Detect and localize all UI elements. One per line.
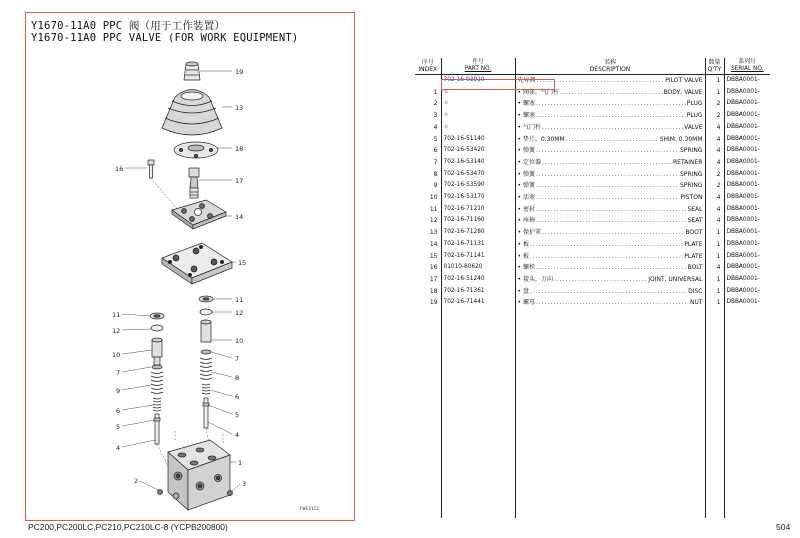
table-row xyxy=(415,122,770,134)
cell-serial: DBBA0001- xyxy=(726,217,760,224)
description-en: JOINT, UNIVERSAL xyxy=(648,275,703,283)
part-boot-13 xyxy=(162,90,222,136)
description-en: SPRING xyxy=(679,182,703,190)
description-cn: • 螺塞 xyxy=(517,112,535,120)
table-row xyxy=(415,262,770,274)
cell-description xyxy=(515,180,705,192)
cell-serial: DBBA0001- xyxy=(726,170,760,177)
cell-index: 7 xyxy=(415,157,441,169)
callout-13: 13 xyxy=(235,104,244,112)
cell-index: 16 xyxy=(415,262,441,274)
cell-index: 13 xyxy=(415,227,441,239)
cell-qty: 4 xyxy=(705,215,724,227)
description-en: PISTON xyxy=(680,194,703,202)
cell-part-no: 702-16-03910 xyxy=(441,75,515,87)
callout-10-right: 10 xyxy=(235,337,244,345)
part-plate-14 xyxy=(172,200,226,229)
leader-dots xyxy=(536,98,686,110)
description-cn: • 盘 xyxy=(517,287,529,295)
callout-10-left: 10 xyxy=(112,351,121,359)
cell-part-no: 702-16-71210 xyxy=(441,204,515,216)
cell-description xyxy=(515,75,705,87)
callout-17: 17 xyxy=(235,177,244,185)
cell-serial: DBBA0001- xyxy=(726,205,760,212)
parts-list-table xyxy=(415,58,770,518)
callout-12-left: 12 xyxy=(112,327,121,335)
description-cn: • 弹簧 xyxy=(517,170,535,178)
header-serial: 系列号 SERIAL NO. xyxy=(724,58,770,75)
cell-index: 14 xyxy=(415,239,441,251)
cell-index: 4 xyxy=(415,122,441,134)
callout-18: 18 xyxy=(235,145,244,153)
cell-serial: DBBA0001- xyxy=(726,182,760,189)
header-qty: 数量 Q'TY xyxy=(705,58,724,75)
leader-dots xyxy=(542,157,672,169)
description-cn: • 螺塞 xyxy=(517,100,535,108)
cell-serial: DBBA0001- xyxy=(726,147,760,154)
cell-description xyxy=(515,262,705,274)
description-cn: • 垫片，0.30MM xyxy=(517,135,565,143)
description-en: PLUG xyxy=(686,112,703,120)
description-cn: • 螺母 xyxy=(517,299,535,307)
header-description: 名称 DESCRIPTION xyxy=(515,58,705,75)
cell-part-no: 702-16-71361 xyxy=(441,286,515,298)
description-en: BOLT xyxy=(687,264,703,272)
cell-index: 18 xyxy=(415,286,441,298)
description-en: BODY, VALVE xyxy=(663,88,703,96)
cell-part-no: ☆ xyxy=(441,87,515,99)
leader-dots xyxy=(536,297,689,309)
callout-6-left: 6 xyxy=(116,407,121,415)
description-en: SEAL xyxy=(687,205,703,213)
cell-description xyxy=(515,122,705,134)
table-row xyxy=(415,239,770,251)
cell-part-no: 702-16-53140 xyxy=(441,157,515,169)
cell-part-no: 702-16-71160 xyxy=(441,215,515,227)
callout-14: 14 xyxy=(235,213,244,221)
cell-index: 2 xyxy=(415,98,441,110)
cell-description xyxy=(515,87,705,99)
cell-serial: DBBA0001- xyxy=(726,158,760,165)
cell-description xyxy=(515,192,705,204)
leader-dots xyxy=(536,180,679,192)
table-row xyxy=(415,180,770,192)
table-row xyxy=(415,297,770,309)
description-en: BOOT xyxy=(685,229,703,237)
cell-qty: 1 xyxy=(705,286,724,298)
table-row xyxy=(415,215,770,227)
description-cn: • 螺栓 xyxy=(517,264,535,272)
cell-serial: DBBA0001- xyxy=(726,77,760,83)
description-en: VALVE xyxy=(684,123,703,131)
description-cn: • 定位器 xyxy=(517,158,541,166)
table-row xyxy=(415,251,770,263)
cell-serial: DBBA0001- xyxy=(726,112,760,119)
cell-serial: DBBA0001- xyxy=(726,88,760,95)
cell-index: 5 xyxy=(415,134,441,146)
description-cn: • 弹簧 xyxy=(517,182,535,190)
cell-qty: 1 xyxy=(705,297,724,309)
page-title xyxy=(31,20,298,44)
cell-description xyxy=(515,227,705,239)
cell-qty: 1 xyxy=(705,227,724,239)
cell-index: 1 xyxy=(415,87,441,99)
cell-qty: 1 xyxy=(705,251,724,263)
cell-description xyxy=(515,157,705,169)
leader-dots xyxy=(530,251,683,263)
description-en: SPRING xyxy=(679,170,703,178)
cell-index: 17 xyxy=(415,274,441,286)
callout-2: 2 xyxy=(134,477,139,485)
cell-serial: DBBA0001- xyxy=(726,135,760,142)
cell-part-no: 702-16-53590 xyxy=(441,180,515,192)
cell-serial: DBBA0001- xyxy=(726,229,760,236)
cell-serial: DBBA0001- xyxy=(726,194,760,201)
cell-qty: 1 xyxy=(705,239,724,251)
description-en: PLATE xyxy=(684,252,703,260)
leader-dots xyxy=(536,215,687,227)
cell-qty: 4 xyxy=(705,122,724,134)
cell-qty: 2 xyxy=(705,110,724,122)
table-row xyxy=(415,145,770,157)
description-cn: • 保护罩 xyxy=(517,229,541,237)
callout-7-left: 7 xyxy=(116,369,121,377)
cell-part-no: 702-16-53170 xyxy=(441,192,515,204)
description-en: SEAT xyxy=(687,217,703,225)
callout-4-left: 4 xyxy=(116,444,121,452)
leader-dots xyxy=(566,134,659,146)
description-cn: • 活塞 xyxy=(517,194,535,202)
table-filler-row xyxy=(415,309,770,518)
figure-code: FW13112 xyxy=(300,507,319,512)
cell-description xyxy=(515,169,705,181)
leader-dots xyxy=(530,239,683,251)
leader-dots xyxy=(560,87,663,99)
cell-description xyxy=(515,251,705,263)
table-row xyxy=(415,157,770,169)
part-joint-17 xyxy=(189,168,199,198)
description-cn: • 阀体，气门杆 xyxy=(517,88,559,96)
description-en: PLATE xyxy=(684,240,703,248)
cell-serial: DBBA0001- xyxy=(726,123,760,130)
callout-3: 3 xyxy=(242,480,247,488)
table-row xyxy=(415,169,770,181)
cell-index: 12 xyxy=(415,215,441,227)
cell-serial: DBBA0001- xyxy=(726,299,760,306)
cell-qty: 2 xyxy=(705,180,724,192)
callout-6-right: 6 xyxy=(235,393,240,401)
cell-qty: 4 xyxy=(705,157,724,169)
table-row xyxy=(415,134,770,146)
cell-description xyxy=(515,204,705,216)
table-header-row xyxy=(415,58,770,75)
part-stack-left xyxy=(150,313,164,444)
description-en: RETAINER xyxy=(673,158,703,166)
table-row xyxy=(415,286,770,298)
cell-qty: 4 xyxy=(705,134,724,146)
table-row xyxy=(415,227,770,239)
cell-description xyxy=(515,215,705,227)
callout-12-right: 12 xyxy=(235,309,244,317)
cell-part-no: 702-16-71280 xyxy=(441,227,515,239)
cell-index: 9 xyxy=(415,180,441,192)
description-en: DISC xyxy=(688,287,703,295)
exploded-parts-diagram xyxy=(100,60,360,520)
cell-index: 3 xyxy=(415,110,441,122)
footer-models: PC200,PC200LC,PC210,PC210LC-8 (YCPB200800) xyxy=(28,522,228,532)
cell-description xyxy=(515,239,705,251)
title-line-en: Y1670-11A0 PPC VALVE (FOR WORK EQUIPMENT) xyxy=(31,32,299,44)
part-stack-right xyxy=(199,296,213,428)
cell-qty: 4 xyxy=(705,262,724,274)
header-part-no: 件号 PART NO. xyxy=(441,58,515,75)
cell-description xyxy=(515,297,705,309)
cell-description xyxy=(515,145,705,157)
cell-part-no: 702-16-53470 xyxy=(441,169,515,181)
callout-16: 16 xyxy=(115,165,124,173)
part-body-1 xyxy=(168,430,230,510)
cell-description xyxy=(515,286,705,298)
table-row xyxy=(415,110,770,122)
callout-11-right: 11 xyxy=(235,296,244,304)
cell-description xyxy=(515,110,705,122)
callout-19: 19 xyxy=(235,68,244,76)
cell-part-no: 702-16-51140 xyxy=(441,134,515,146)
table-row xyxy=(415,204,770,216)
part-nut-19 xyxy=(184,62,200,80)
cell-index: 19 xyxy=(415,297,441,309)
cell-serial: DBBA0001- xyxy=(726,252,760,259)
cell-qty: 1 xyxy=(705,87,724,99)
leader-dots xyxy=(542,122,683,134)
description-cn: • 密封 xyxy=(517,205,535,213)
callout-5-right: 5 xyxy=(235,411,240,419)
table-row xyxy=(415,98,770,110)
cell-qty: 2 xyxy=(705,98,724,110)
cell-qty: 4 xyxy=(705,204,724,216)
cell-part-no: 702-16-71131 xyxy=(441,239,515,251)
cell-index xyxy=(415,75,441,87)
part-disc-18 xyxy=(174,142,218,158)
description-en: PILOT VALVE xyxy=(665,77,703,84)
leader-dots xyxy=(536,169,679,181)
table-row xyxy=(415,75,770,87)
cell-part-no: 702-16-53420 xyxy=(441,145,515,157)
table-row xyxy=(415,87,770,99)
description-en: PLUG xyxy=(686,100,703,108)
description-en: SHIM, 0.30MM xyxy=(659,135,703,143)
title-line-cn: Y1670-11A0 PPC 阀（用于工作装置） xyxy=(31,20,226,32)
description-cn: • 气门杆 xyxy=(517,123,541,131)
callout-4-right: 4 xyxy=(235,431,240,439)
cell-part-no: 01010-80620 xyxy=(441,262,515,274)
cell-description xyxy=(515,134,705,146)
part-bolt-16 xyxy=(148,160,154,178)
cell-part-no: 702-16-51240 xyxy=(441,274,515,286)
cell-index: 6 xyxy=(415,145,441,157)
cell-index: 8 xyxy=(415,169,441,181)
cell-index: 11 xyxy=(415,204,441,216)
description-cn: • 座椅 xyxy=(517,217,535,225)
part-plug-3 xyxy=(228,491,233,496)
callout-9: 9 xyxy=(116,387,121,395)
cell-qty: 1 xyxy=(705,75,724,87)
page-number: 504 xyxy=(776,522,791,532)
leader-dots xyxy=(537,75,665,87)
cell-serial: DBBA0001- xyxy=(726,275,760,282)
leader-dots xyxy=(554,274,647,286)
cell-part-no: ☆ xyxy=(441,122,515,134)
table-row xyxy=(415,192,770,204)
cell-serial: DBBA0001- xyxy=(726,100,760,107)
cell-qty: 2 xyxy=(705,169,724,181)
description-cn: 先导阀 xyxy=(517,77,536,84)
cell-qty: 4 xyxy=(705,145,724,157)
leader-dots xyxy=(536,204,687,216)
header-index: 序号 INDEX xyxy=(415,58,441,75)
part-plate-15 xyxy=(162,243,232,284)
description-en: SPRING xyxy=(679,147,703,155)
cell-qty: 4 xyxy=(705,192,724,204)
cell-serial: DBBA0001- xyxy=(726,264,760,271)
cell-description xyxy=(515,274,705,286)
cell-index: 10 xyxy=(415,192,441,204)
description-cn: • 弹簧 xyxy=(517,147,535,155)
cell-part-no: ☆ xyxy=(441,110,515,122)
description-cn: • 接头，万向 xyxy=(517,275,553,283)
cell-qty: 1 xyxy=(705,274,724,286)
description-en: NUT xyxy=(689,299,703,307)
cell-index: 15 xyxy=(415,251,441,263)
callout-5-left: 5 xyxy=(116,423,121,431)
callout-11-left: 11 xyxy=(112,311,121,319)
cell-part-no: 702-16-71441 xyxy=(441,297,515,309)
leader-dots xyxy=(536,192,679,204)
cell-serial: DBBA0001- xyxy=(726,240,760,247)
cell-description xyxy=(515,98,705,110)
table-row xyxy=(415,274,770,286)
description-cn: • 板 xyxy=(517,240,529,248)
leader-dots xyxy=(536,262,687,274)
callout-8: 8 xyxy=(235,374,240,382)
leader-dots xyxy=(530,286,687,298)
callout-7-right: 7 xyxy=(235,355,240,363)
callout-15: 15 xyxy=(238,259,247,267)
leader-dots xyxy=(536,110,686,122)
leader-dots xyxy=(542,227,684,239)
part-plug-2 xyxy=(158,490,163,495)
cell-part-no: ☆ xyxy=(441,98,515,110)
leader-dots xyxy=(536,145,679,157)
cell-serial: DBBA0001- xyxy=(726,287,760,294)
cell-part-no: 702-16-71141 xyxy=(441,251,515,263)
callout-1: 1 xyxy=(238,459,243,467)
description-cn: • 板 xyxy=(517,252,529,260)
